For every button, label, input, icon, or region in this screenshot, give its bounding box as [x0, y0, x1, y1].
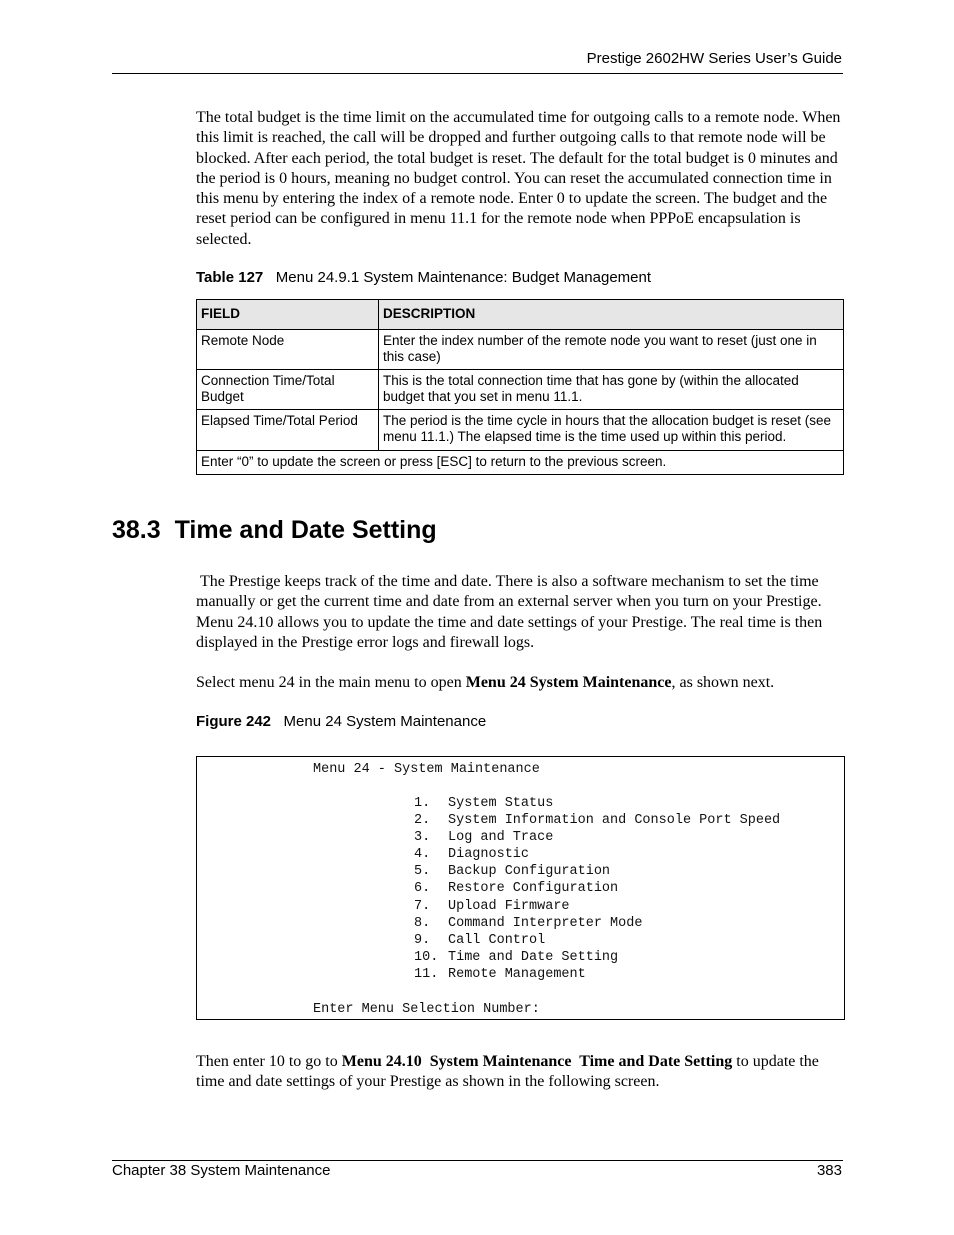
table-row [197, 410, 844, 451]
menu-item-label: Backup Configuration [448, 864, 611, 879]
table-header-row [197, 300, 844, 330]
menu-item-number: 8. [414, 916, 431, 931]
closing-end: to update the time and date settings of your Prestige as shown in the following screen. [196, 1053, 819, 1091]
menu-selection-prompt: Enter Menu Selection Number: [313, 1002, 540, 1017]
header-rule [112, 73, 843, 74]
figure-caption-text: Menu 24 System Maintenance [283, 713, 487, 730]
menu-item-label: Call Control [448, 933, 546, 948]
table-footer-row [197, 451, 844, 475]
menu-item-label: System Information and Console Port Speed [448, 813, 781, 828]
table-cell-description: This is the total connection time that has gone by (within the allocated budget that you set in menu 11.1. [379, 370, 844, 410]
menu-intro-end: , as shown next. [671, 674, 775, 691]
table-header-field: FIELD [197, 300, 379, 330]
table-cell-field: Remote Node [197, 330, 379, 370]
footer-chapter: Chapter 38 System Maintenance [112, 1162, 331, 1179]
menu-item-label: Log and Trace [448, 830, 554, 845]
table-cell-description: Enter the index number of the remote node you want to reset (just one in this case) [379, 330, 844, 370]
closing-paragraph [196, 1052, 846, 1093]
closing-bold: Menu 24.10 System Maintenance Time and Date Setting [341, 1053, 733, 1070]
menu-item-number: 11. [414, 967, 439, 982]
budget-management-table [196, 299, 844, 475]
menu-item-number: 5. [414, 864, 431, 879]
menu-item-number: 9. [414, 933, 431, 948]
table-cell-field: Connection Time/Total Budget [197, 370, 379, 410]
menu-item-number: 2. [414, 813, 431, 828]
menu-item-label: Upload Firmware [448, 899, 570, 914]
menu-intro-bold: Menu 24 System Maintenance [465, 674, 672, 691]
section-title: Time and Date Setting [174, 516, 437, 544]
menu-item-number: 1. [414, 796, 431, 811]
menu-item-number: 3. [414, 830, 431, 845]
table-cell-description: The period is the time cycle in hours that the allocation budget is reset (see menu 11.1.) The elapsed time is the time used up within this period. [379, 410, 844, 451]
menu-intro-paragraph [196, 673, 846, 693]
running-header: Prestige 2602HW Series User’s Guide [586, 50, 842, 67]
table-caption-text: Menu 24.9.1 System Maintenance: Budget Management [275, 269, 652, 286]
menu-24-screen [196, 756, 845, 1020]
menu-item-label: Diagnostic [448, 847, 530, 862]
menu-item-number: 10. [414, 950, 439, 965]
section-number: 38.3 [112, 516, 161, 544]
footer-page-number: 383 [816, 1162, 842, 1179]
menu-item-label: Time and Date Setting [448, 950, 619, 965]
intro-paragraph: The total budget is the time limit on the accumulated time for outgoing calls to a remote node. When this limit is reached, the call will be dropped and further outgoing calls to that remote node will be blocked. After each period, the total budget is reset. The default for the total budget is 0 minutes and the period is 0 hours, meaning no budget control. You can reset the accumulated connection time in this menu by entering the index of a remote node. Enter 0 to update the screen. The budget and the reset period can be configured in menu 11.1 for the remote node when PPPoE encapsulation is selected. [196, 109, 841, 248]
closing-text: Then enter 10 to go to [196, 1053, 342, 1070]
menu-item-label: Command Interpreter Mode [448, 916, 643, 931]
menu-item-label: System Status [448, 796, 554, 811]
menu-item-label: Remote Management [448, 967, 586, 982]
section-paragraph: The Prestige keeps track of the time and date. There is also a software mechanism to set the time manually or get the current time and date from an external server when you turn on your Prestige. Menu 24.10 allows you to update the time and date settings of your Prestige. The real time is then displayed in the Prestige error logs and firewall logs. [196, 573, 827, 651]
menu-item-number: 7. [414, 899, 431, 914]
figure-caption [196, 713, 486, 730]
figure-caption-label: Figure 242 [196, 713, 272, 730]
table-footer-note: Enter “0” to update the screen or press [ESC] to return to the previous screen. [197, 451, 844, 475]
table-row [197, 370, 844, 410]
menu-item-number: 6. [414, 881, 431, 896]
table-cell-field: Elapsed Time/Total Period [197, 410, 379, 451]
table-header-description: DESCRIPTION [379, 300, 844, 330]
table-caption [196, 269, 651, 286]
menu-title: Menu 24 - System Maintenance [313, 762, 540, 777]
footer-rule [112, 1160, 843, 1161]
table-row [197, 330, 844, 370]
section-heading [112, 516, 437, 545]
menu-intro-text: Select menu 24 in the main menu to open [196, 674, 466, 691]
menu-item-number: 4. [414, 847, 431, 862]
table-caption-label: Table 127 [196, 269, 264, 286]
menu-item-label: Restore Configuration [448, 881, 619, 896]
